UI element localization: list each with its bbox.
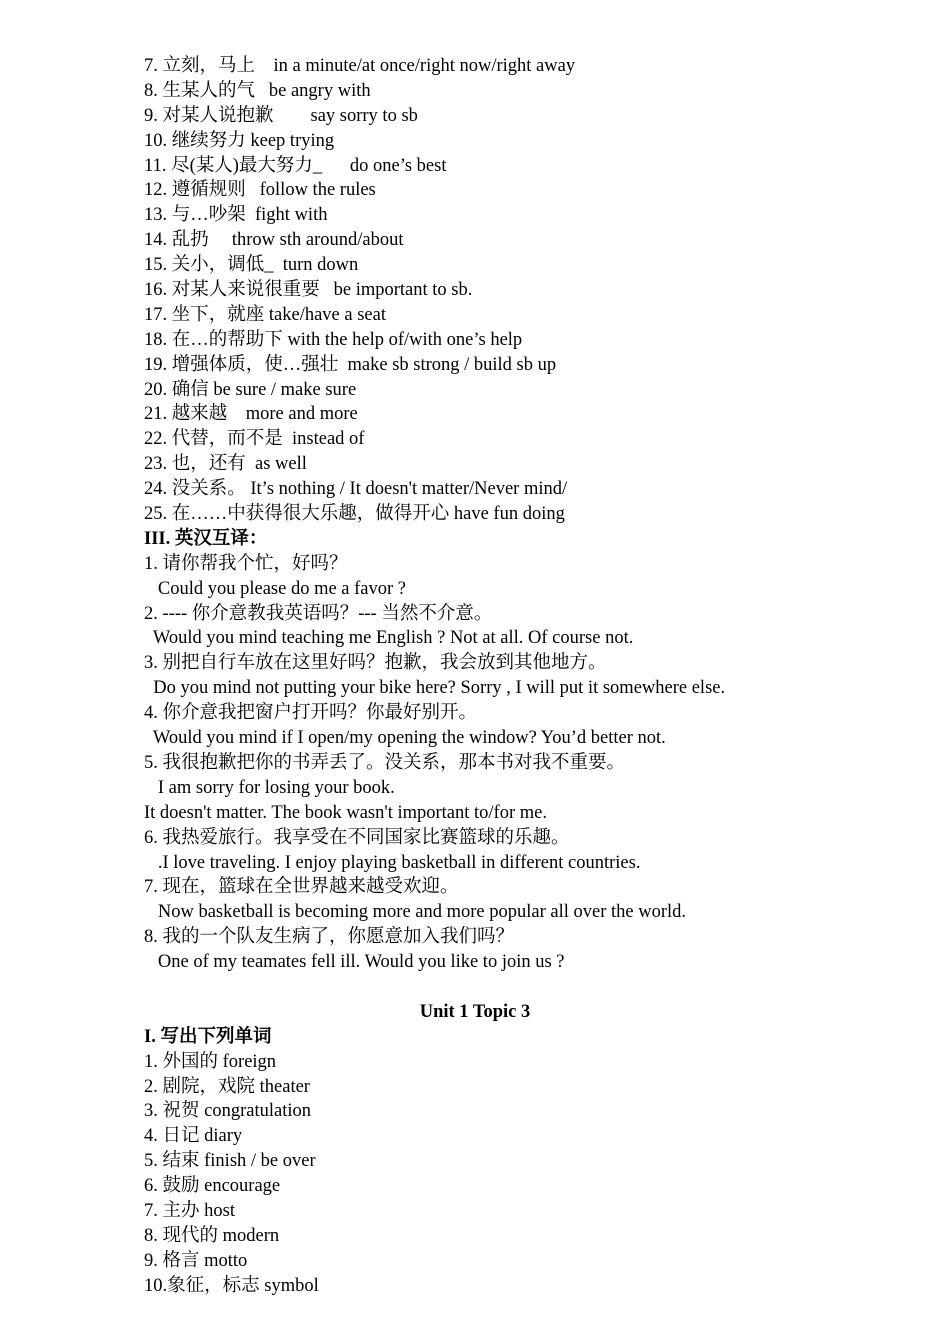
translation-line: One of my teamates fell ill. Would you like to join us ? bbox=[144, 952, 565, 973]
phrase-item: 16. 对某人来说很重要 be important to sb. bbox=[144, 280, 473, 301]
word-item: 9. 格言 motto bbox=[144, 1250, 248, 1271]
translation-section bbox=[144, 527, 844, 975]
phrase-item: 13. 与…吵架 fight with bbox=[144, 205, 328, 226]
phrase-item: 9. 对某人说抱歉 say sorry to sb bbox=[144, 105, 418, 126]
section-heading: I. 写出下列单词 bbox=[144, 1026, 272, 1047]
phrase-item: 10. 继续努力 keep trying bbox=[144, 130, 335, 151]
phrase-item: 19. 增强体质，使…强壮 make sb strong / build sb up bbox=[144, 354, 557, 375]
phrase-list bbox=[144, 54, 844, 527]
phrase-item: 24. 没关系。 It’s nothing / It doesn't matter/Never mind/ bbox=[144, 479, 568, 500]
word-item: 3. 祝贺 congratulation bbox=[144, 1101, 311, 1122]
word-item: 8. 现代的 modern bbox=[144, 1225, 280, 1246]
word-item: 2. 剧院，戏院 theater bbox=[144, 1076, 310, 1097]
translation-line: Do you mind not putting your bike here? Sorry , I will put it somewhere else. bbox=[144, 678, 726, 699]
phrase-item: 25. 在……中获得很大乐趣，做得开心 have fun doing bbox=[144, 504, 565, 525]
word-item: 7. 主办 host bbox=[144, 1200, 235, 1221]
phrase-item: 20. 确信 be sure / make sure bbox=[144, 379, 357, 400]
translation-line: It doesn't matter. The book wasn't important to/for me. bbox=[144, 802, 547, 823]
word-item: 1. 外国的 foreign bbox=[144, 1051, 277, 1072]
phrase-item: 14. 乱扔 throw sth around/about bbox=[144, 230, 404, 251]
word-item: 5. 结束 finish / be over bbox=[144, 1151, 316, 1172]
translation-line: 2. ---- 你介意教我英语吗？--- 当然不介意。 bbox=[144, 603, 493, 624]
word-item: 4. 日记 diary bbox=[144, 1126, 243, 1147]
section-heading: III. 英汉互译： bbox=[144, 528, 268, 549]
translation-line: 7. 现在，篮球在全世界越来越受欢迎。 bbox=[144, 877, 459, 898]
spacer bbox=[144, 975, 844, 1000]
translation-line: Would you mind if I open/my opening the window? You’d better not. bbox=[144, 728, 666, 749]
translation-line: 5. 我很抱歉把你的书弄丢了。没关系，那本书对我不重要。 bbox=[144, 752, 626, 773]
phrase-item: 23. 也，还有 as well bbox=[144, 454, 307, 475]
translation-line: 4. 你介意我把窗户打开吗？你最好别开。 bbox=[144, 703, 478, 724]
phrase-item: 7. 立刻，马上 in a minute/at once/right now/right away bbox=[144, 56, 576, 76]
phrase-item: 8. 生某人的气 be angry with bbox=[144, 80, 371, 101]
word-item: 10.象征，标志 symbol bbox=[144, 1275, 319, 1296]
phrase-item: 22. 代替，而不是 instead of bbox=[144, 429, 365, 450]
phrase-item: 15. 关小，调低_ turn down bbox=[144, 255, 359, 276]
phrase-item: 11. 尽(某人)最大努力_ do one’s best bbox=[144, 155, 447, 176]
phrase-item: 18. 在…的帮助下 with the help of/with one’s help bbox=[144, 329, 523, 350]
word-item: 6. 鼓励 encourage bbox=[144, 1176, 281, 1197]
phrase-item: 12. 遵循规则 follow the rules bbox=[144, 180, 376, 201]
unit-title: Unit 1 Topic 3 bbox=[419, 1001, 531, 1022]
translation-line: Now basketball is becoming more and more popular all over the world. bbox=[144, 902, 687, 923]
translation-line: 3. 别把自行车放在这里好吗？抱歉，我会放到其他地方。 bbox=[144, 653, 607, 674]
translation-line: Would you mind teaching me English ? Not at all. Of course not. bbox=[144, 628, 634, 649]
phrase-item: 17. 坐下，就座 take/have a seat bbox=[144, 304, 386, 325]
translation-line: Could you please do me a favor ? bbox=[144, 578, 407, 599]
translation-line: 1. 请你帮我个忙，好吗？ bbox=[144, 553, 348, 574]
words-section bbox=[144, 1025, 844, 1299]
translation-line: I am sorry for losing your book. bbox=[144, 777, 395, 798]
translation-line: .I love traveling. I enjoy playing basketball in different countries. bbox=[144, 852, 641, 873]
translation-line: 8. 我的一个队友生病了，你愿意加入我们吗？ bbox=[144, 927, 515, 948]
phrase-item: 21. 越来越 more and more bbox=[144, 404, 358, 425]
translation-line: 6. 我热爱旅行。我享受在不同国家比赛篮球的乐趣。 bbox=[144, 827, 570, 848]
document-body bbox=[144, 54, 844, 1299]
